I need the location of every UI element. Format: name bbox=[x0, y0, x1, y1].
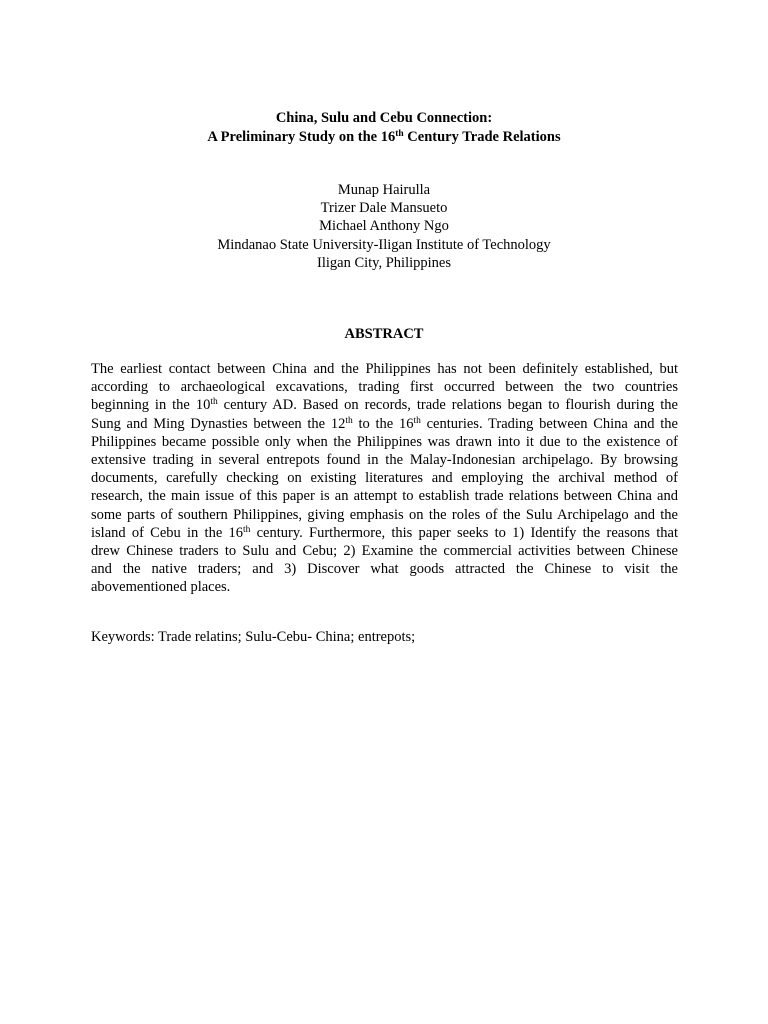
author-affiliation: Mindanao State University-Iligan Institute of Technology bbox=[217, 236, 551, 253]
abstract-line: The earliest contact between China and the Philippines has not been definitely established, but bbox=[91, 361, 678, 377]
abstract-line bbox=[91, 415, 678, 433]
abstract-text: century. Furthermore, this paper seeks to 1) Identify the reasons that bbox=[250, 524, 678, 541]
title-line-1: China, Sulu and Cebu Connection: bbox=[275, 110, 493, 126]
abstract-body bbox=[91, 360, 678, 596]
author-location: Iligan City, Philippines bbox=[317, 254, 451, 271]
abstract-superscript: th bbox=[243, 524, 251, 535]
abstract-text: to the 16 bbox=[352, 415, 414, 432]
abstract-text: island of Cebu in the 16 bbox=[91, 524, 243, 541]
abstract-line: some parts of southern Philippines, giving emphasis on the roles of the Sulu Archipelago and the bbox=[91, 506, 678, 523]
title-line-2-end: Century Trade Relations bbox=[403, 129, 561, 145]
abstract-text: Sung and Ming Dynasties between the 12 bbox=[91, 415, 346, 432]
title-superscript: th bbox=[395, 129, 404, 139]
abstract-text: century AD. Based on records, trade relations began to flourish during the bbox=[217, 397, 678, 414]
abstract-line: abovementioned places. bbox=[91, 579, 231, 596]
abstract-line: extensive trading in several entrepots found in the Malay-Indonesian archipelago. By browsing bbox=[91, 451, 678, 468]
abstract-line: drew Chinese traders to Sulu and Cebu; 2) Examine the commercial activities between Chinese bbox=[91, 542, 678, 559]
abstract-superscript: th bbox=[413, 415, 421, 426]
author-block bbox=[0, 181, 768, 272]
paper-title bbox=[0, 109, 768, 147]
abstract-line: Philippines became possible only when the Philippines was drawn into it due to the existence of bbox=[91, 433, 678, 450]
title-line-2-start: A Preliminary Study on the 16 bbox=[207, 129, 396, 145]
abstract-line bbox=[91, 524, 678, 542]
abstract-line bbox=[91, 396, 678, 414]
keywords-line: Keywords: Trade relatins; Sulu-Cebu- China; entrepots; bbox=[91, 629, 416, 645]
abstract-line: documents, carefully checking on existing literatures and employing the archival method of bbox=[91, 470, 678, 487]
abstract-heading: ABSTRACT bbox=[344, 326, 424, 342]
author-name: Trizer Dale Mansueto bbox=[320, 200, 448, 217]
abstract-text: beginning in the 10 bbox=[91, 397, 211, 414]
abstract-superscript: th bbox=[210, 397, 218, 408]
abstract-text: centuries. Trading between China and the bbox=[420, 415, 678, 432]
abstract-line: and the native traders; and 3) Discover what goods attracted the Chinese to visit the bbox=[91, 561, 678, 578]
abstract-line: research, the main issue of this paper is an attempt to establish trade relations between China and bbox=[91, 488, 678, 505]
author-name: Munap Hairulla bbox=[337, 182, 431, 198]
author-name: Michael Anthony Ngo bbox=[319, 218, 449, 235]
abstract-superscript: th bbox=[345, 415, 353, 426]
abstract-line: according to archaeological excavations, trading first occurred between the two countries bbox=[91, 379, 678, 396]
title-line-2 bbox=[0, 128, 768, 147]
